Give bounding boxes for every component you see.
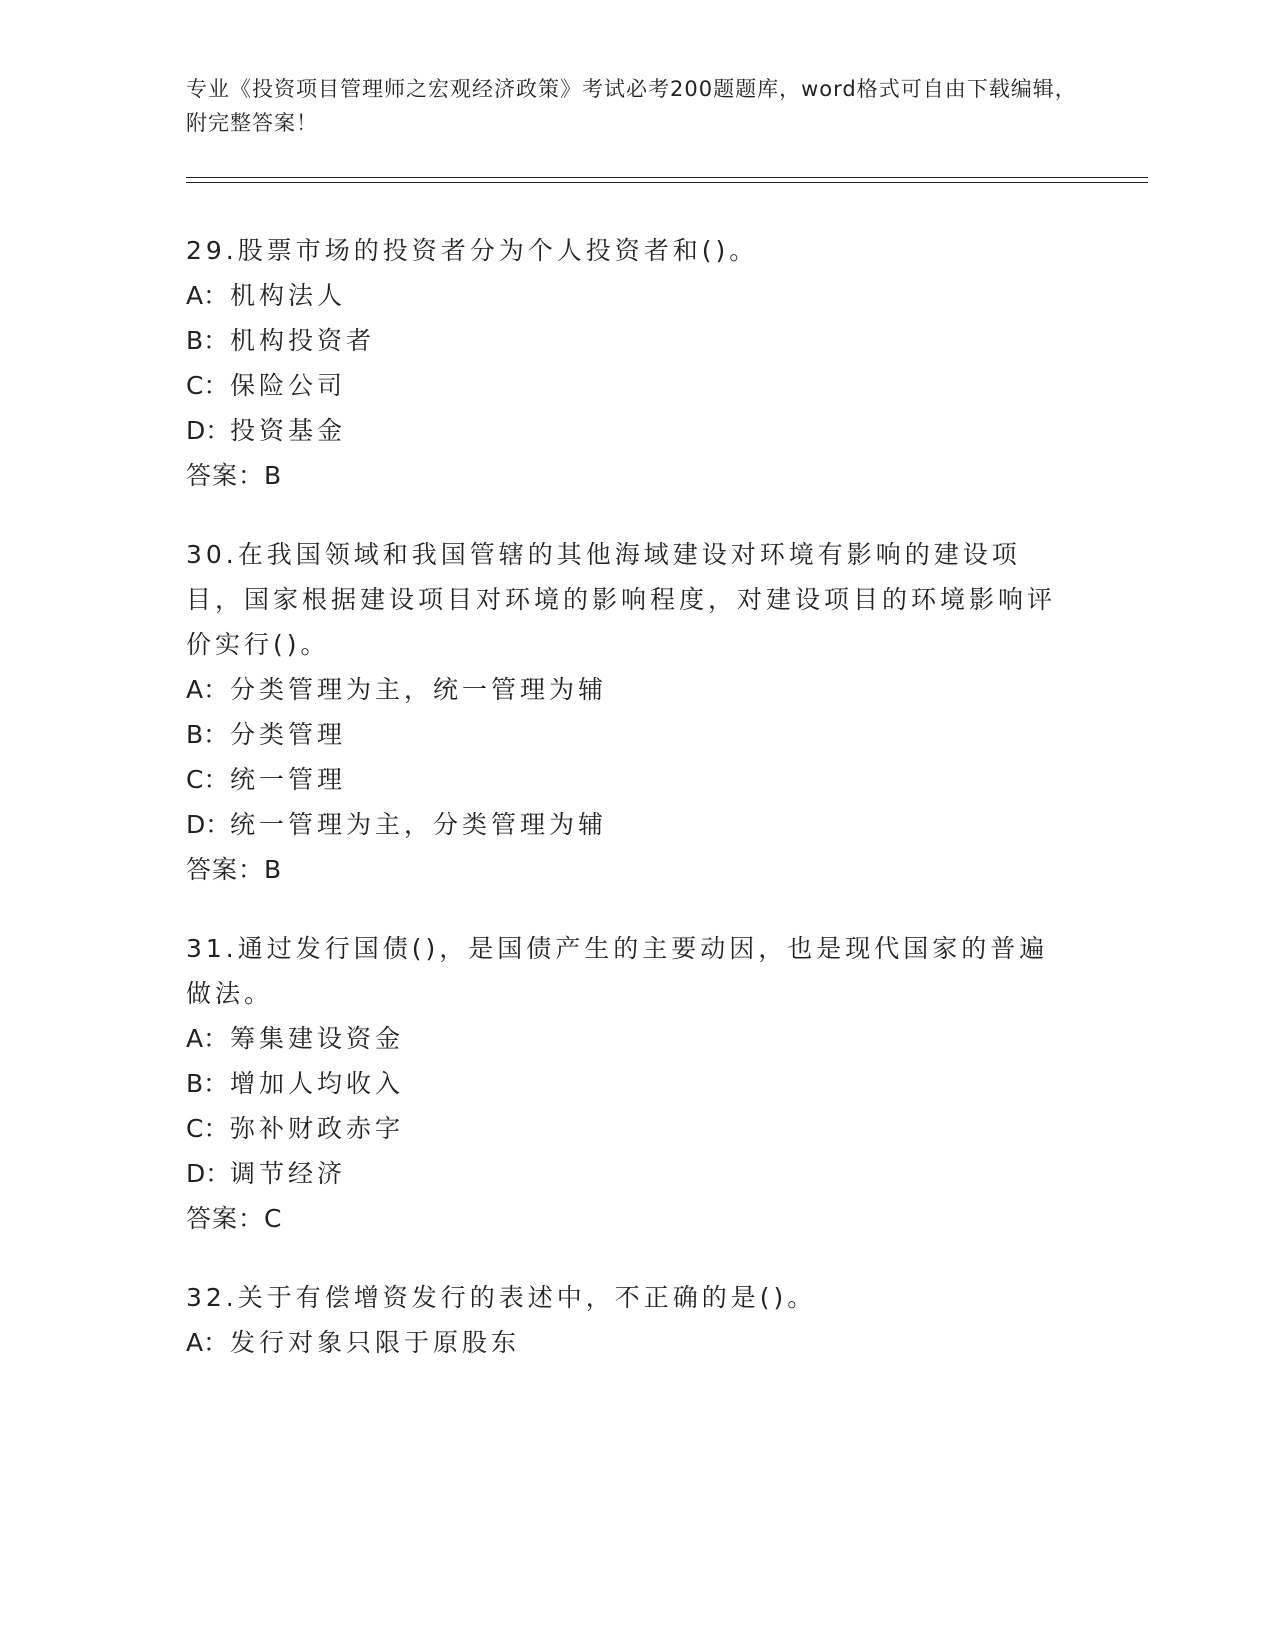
option-d [186,408,1066,453]
option-text: 机构投资者 [230,326,376,355]
option-c [186,1106,1066,1151]
question-list [186,228,1066,1399]
option-a [186,667,1066,712]
option-letter: A： [186,675,229,704]
option-text: 保险公司 [230,371,347,400]
option-c [186,363,1066,408]
answer-line: 答案：B [186,855,283,884]
option-letter: B： [186,326,229,355]
option-letter: A： [186,1024,229,1053]
question-text: 32.关于有偿增资发行的表述中，不正确的是()。 [186,1283,817,1312]
option-a [186,273,1066,318]
option-text: 分类管理 [230,720,347,749]
question-text: 31.通过发行国债()，是国债产生的主要动因，也是现代国家的普遍做法。 [186,934,1049,1008]
answer-line: 答案：B [186,461,283,490]
option-text: 统一管理 [230,765,347,794]
question-29 [186,228,1066,498]
option-letter: C： [186,371,229,400]
option-text: 发行对象只限于原股东 [230,1328,521,1357]
document-header: 专业《投资项目管理师之宏观经济政策》考试必考200题题库，word格式可自由下载编辑，附完整答案！ [186,77,1077,135]
option-letter: D： [186,416,231,445]
question-32 [186,1275,1066,1365]
question-30 [186,532,1066,892]
option-text: 机构法人 [230,281,347,310]
option-text: 弥补财政赤字 [230,1114,405,1143]
option-d [186,1151,1066,1196]
option-letter: B： [186,1069,229,1098]
option-letter: D： [186,810,231,839]
option-a [186,1016,1066,1061]
option-letter: D： [186,1159,231,1188]
option-letter: A： [186,281,229,310]
option-c [186,757,1066,802]
option-letter: C： [186,765,229,794]
header-divider-bottom [186,182,1148,183]
option-a [186,1320,1066,1365]
option-text: 调节经济 [230,1159,347,1188]
option-letter: A： [186,1328,229,1357]
option-d [186,802,1066,847]
option-b [186,318,1066,363]
option-letter: B： [186,720,229,749]
question-31 [186,926,1066,1241]
option-text: 投资基金 [230,416,347,445]
option-b [186,712,1066,757]
header-divider-top [186,177,1148,178]
option-text: 统一管理为主，分类管理为辅 [230,810,608,839]
option-b [186,1061,1066,1106]
option-text: 筹集建设资金 [230,1024,405,1053]
option-text: 分类管理为主，统一管理为辅 [230,675,608,704]
question-text: 29.股票市场的投资者分为个人投资者和()。 [186,236,759,265]
option-text: 增加人均收入 [230,1069,405,1098]
option-letter: C： [186,1114,229,1143]
question-text: 30.在我国领域和我国管辖的其他海域建设对环境有影响的建设项目，国家根据建设项目对环境的影响程度，对建设项目的环境影响评价实行()。 [186,540,1057,659]
answer-line: 答案：C [186,1204,283,1233]
